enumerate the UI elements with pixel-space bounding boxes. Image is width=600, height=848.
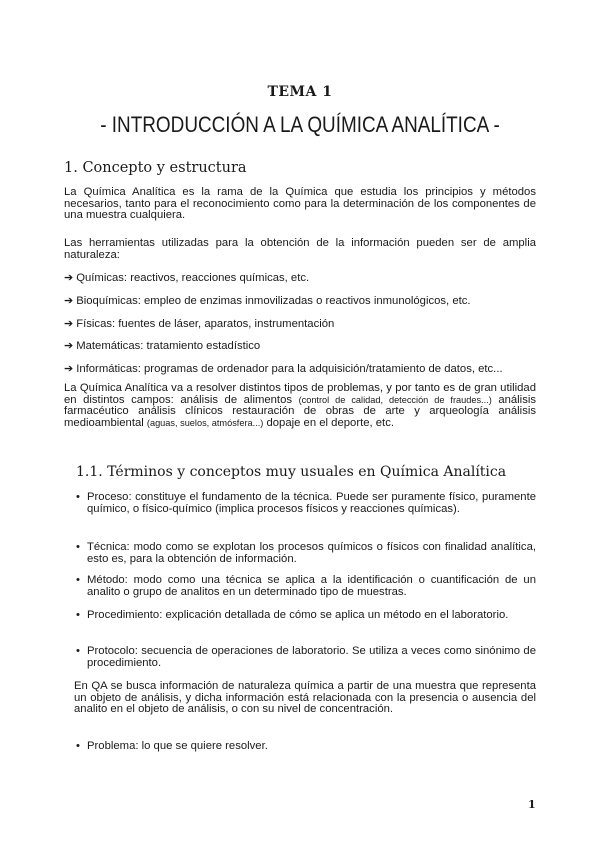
tool-item-fisicas: ➔ Físicas: fuentes de láser, aparatos, instrumentación: [64, 318, 335, 330]
term-item-procedimiento: • Procedimiento: explicación detallada de cómo se aplica un método en el laboratorio.: [76, 609, 509, 621]
tool-item-quimicas: ➔ Químicas: reactivos, reacciones químicas, etc.: [64, 272, 310, 284]
term-item-metodo: • Método: modo como una técnica se aplica a la identificación o cuantificación de un analito o grupo de analitos en un determinado tipo de muestras.: [76, 574, 536, 598]
subsection-heading-terminos: 1.1. Términos y conceptos muy usuales en Química Analítica: [76, 464, 507, 480]
bullet-icon: •: [76, 541, 80, 553]
term-item-problema: • Problema: lo que se quiere resolver.: [76, 740, 268, 752]
intro-paragraph: La Química Analítica es la rama de la Química que estudia los principios y métodos necesarios, tanto para el reconocimiento como para la determinación de los componentes de una muestra cualquiera.: [64, 186, 536, 222]
arrow-right-icon: ➔: [64, 272, 74, 284]
tool-item-informaticas: ➔ Informáticas: programas de ordenador para la adquisición/tratamiento de datos, etc...: [64, 363, 503, 375]
tool-item-bioquimicas: ➔ Bioquímicas: empleo de enzimas inmovilizadas o reactivos inmunológicos, etc.: [64, 295, 471, 307]
bullet-icon: •: [76, 609, 80, 621]
qa-paragraph: En QA se busca información de naturaleza química a partir de una muestra que representa un objeto de análisis, y dicha información está relacionada con la presencia o ausencia del analito en el objeto de análisis, o con su nivel de concentración.: [74, 680, 536, 716]
bullet-icon: •: [76, 491, 80, 503]
arrow-right-icon: ➔: [64, 318, 74, 330]
bullet-icon: •: [76, 574, 80, 586]
chapter-label: TEMA 1: [267, 84, 333, 100]
bullet-icon: •: [76, 740, 80, 752]
page-number: 1: [528, 798, 536, 811]
applications-paragraph: La Química Analítica va a resolver distintos tipos de problemas, y por tanto es de gran utilidad en distintos campos: análisis de alimentos (control de calidad, detección de fraudes...) análisis farmacéutico análisis clínicos restauración de obras de arte y arqueología análisis medioambiental (aguas, suelos, atmósfera...) dopaje en el deporte, etc.: [64, 382, 537, 429]
term-item-tecnica: • Técnica: modo como se explotan los procesos químicos o físicos con finalidad analítica, esto es, para la obtención de información.: [76, 541, 536, 565]
section-heading-concepto: 1. Concepto y estructura: [64, 160, 247, 176]
tool-item-matematicas: ➔ Matemáticas: tratamiento estadístico: [64, 340, 261, 352]
arrow-right-icon: ➔: [64, 340, 74, 352]
arrow-right-icon: ➔: [64, 295, 74, 307]
term-item-protocolo: • Protocolo: secuencia de operaciones de laboratorio. Se utiliza a veces como sinónimo de procedimiento.: [76, 645, 536, 669]
bullet-icon: •: [76, 645, 80, 657]
chapter-title: - INTRODUCCIÓN A LA QUÍMICA ANALÍTICA -: [100, 112, 500, 137]
arrow-right-icon: ➔: [64, 363, 74, 375]
tools-intro-paragraph: Las herramientas utilizadas para la obtención de la información pueden ser de amplia naturaleza:: [64, 237, 536, 261]
term-item-proceso: • Proceso: constituye el fundamento de la técnica. Puede ser puramente físico, puramente químico, o físico-químico (implica procesos físicos y reacciones químicas).: [76, 491, 536, 515]
